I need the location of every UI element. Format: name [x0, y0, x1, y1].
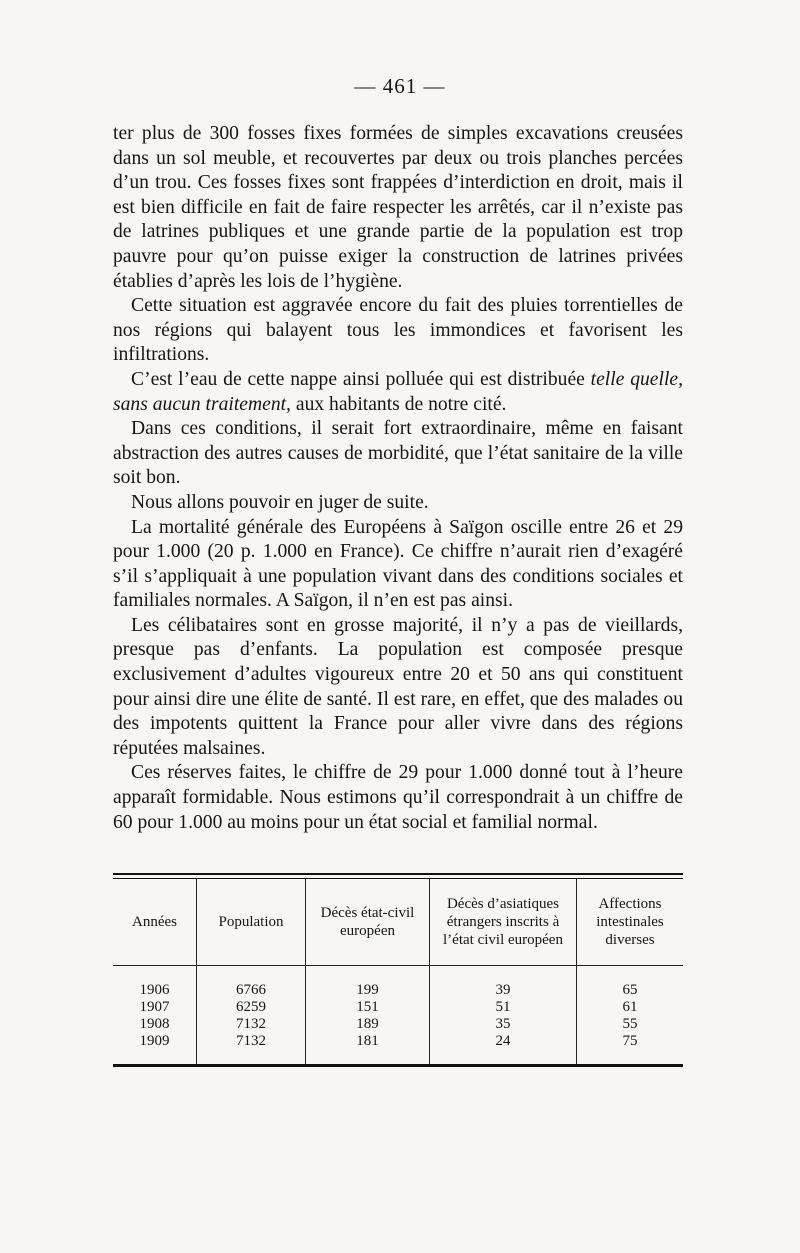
table-row	[113, 1033, 683, 1064]
paragraph-6: La mortalité générale des Européens à Saïgon oscille entre 26 et 29 pour 1.000 (20 p. 1.000 en France). Ce chiffre n’aurait rien d’exagéré s’il s’appliquait à une population vivant dans des conditions sociales et familiales normales. A Saïgon, il n’en est pas ainsi.	[113, 516, 683, 612]
cell-affections: 75	[577, 1033, 684, 1064]
table-row	[113, 999, 683, 1016]
paragraph-1: ter plus de 300 fosses fixes formées de simples excavations creusées dans un sol meuble, et recouvertes par deux ou trois planches percées d’un trou. Ces fosses fixes sont frappées d’interdiction en droit, mais il est bien difficile en fait de faire respecter les arrêtés, car il n’existe pas de latrines publiques et une grande partie de la population est trop pauvre pour qu’on puisse exiger la construction de latrines privées établies d’après les lois de l’hygiène.	[113, 123, 683, 292]
cell-deces: 189	[306, 1016, 430, 1033]
cell-annee: 1908	[139, 1016, 170, 1032]
paragraph-7: Les célibataires sont en grosse majorité, il n’y a pas de vieillards, presque pas d’enfants. La population est composée presque exclusivement d’adultes vigoureux entre 20 et 50 ans qui constituent pour ainsi dire une élite de santé. Il est rare, en effet, que des malades ou des impotents quittent la France pour aller vivre dans des régions réputées malsaines.	[113, 614, 683, 759]
cell-affections: 61	[577, 999, 684, 1016]
table-row	[113, 1016, 683, 1033]
cell-asiat: 51	[430, 999, 577, 1016]
cell-annee: 1906	[139, 982, 170, 998]
paragraph-5: Nous allons pouvoir en juger de suite.	[131, 491, 429, 513]
cell-deces: 181	[306, 1033, 430, 1064]
cell-population: 7132	[197, 1033, 306, 1064]
table-row	[113, 966, 683, 1000]
cell-asiat: 35	[430, 1016, 577, 1033]
table-bottom-rule	[113, 1064, 683, 1067]
paragraph-3	[113, 368, 683, 417]
paragraph-4: Dans ces conditions, il serait fort extraordinaire, même en faisant abstraction des autres causes de morbidité, que l’état sanitaire de la ville soit bon.	[113, 418, 683, 489]
cell-affections: 65	[577, 966, 684, 1000]
table-header-row	[113, 879, 683, 966]
cell-population: 6259	[197, 999, 306, 1016]
header-deces-asiatiques: Décès d’asiatiques étrangers inscrits à l’état civil européen	[430, 879, 577, 966]
cell-annee: 1909	[139, 1033, 170, 1049]
cell-deces: 199	[306, 966, 430, 1000]
mortality-table	[113, 873, 683, 1067]
cell-deces: 151	[306, 999, 430, 1016]
cell-asiat: 24	[430, 1033, 577, 1064]
cell-population: 6766	[197, 966, 306, 1000]
header-deces: Décès état-civil européen	[306, 879, 430, 966]
paragraph-3-italic: telle quelle, sans aucun traitement,	[113, 368, 683, 415]
page-number: — 461 —	[354, 74, 446, 98]
paragraph-8: Ces réserves faites, le chiffre de 29 pour 1.000 donné tout à l’heure apparaît formidable. Nous estimons qu’il correspondrait à un chiffre de 60 pour 1.000 au moins pour un état social et familial normal.	[113, 762, 683, 833]
paragraph-3-end: aux habitants de notre cité.	[290, 393, 507, 415]
paragraph-3-start: C’est l’eau de cette nappe ainsi polluée qui est distribuée	[131, 368, 591, 390]
body-text	[113, 122, 683, 835]
cell-annee: 1907	[139, 999, 170, 1015]
cell-population: 7132	[197, 1016, 306, 1033]
paragraph-2: Cette situation est aggravée encore du fait des pluies torrentielles de nos régions qui balayent tous les immondices et favorisent les infiltrations.	[113, 295, 683, 366]
header-population: Population	[197, 879, 306, 966]
cell-affections: 55	[577, 1016, 684, 1033]
header-annees: Années	[113, 879, 197, 966]
header-affections: Affections intestinales diverses	[577, 879, 684, 966]
cell-asiat: 39	[430, 966, 577, 1000]
